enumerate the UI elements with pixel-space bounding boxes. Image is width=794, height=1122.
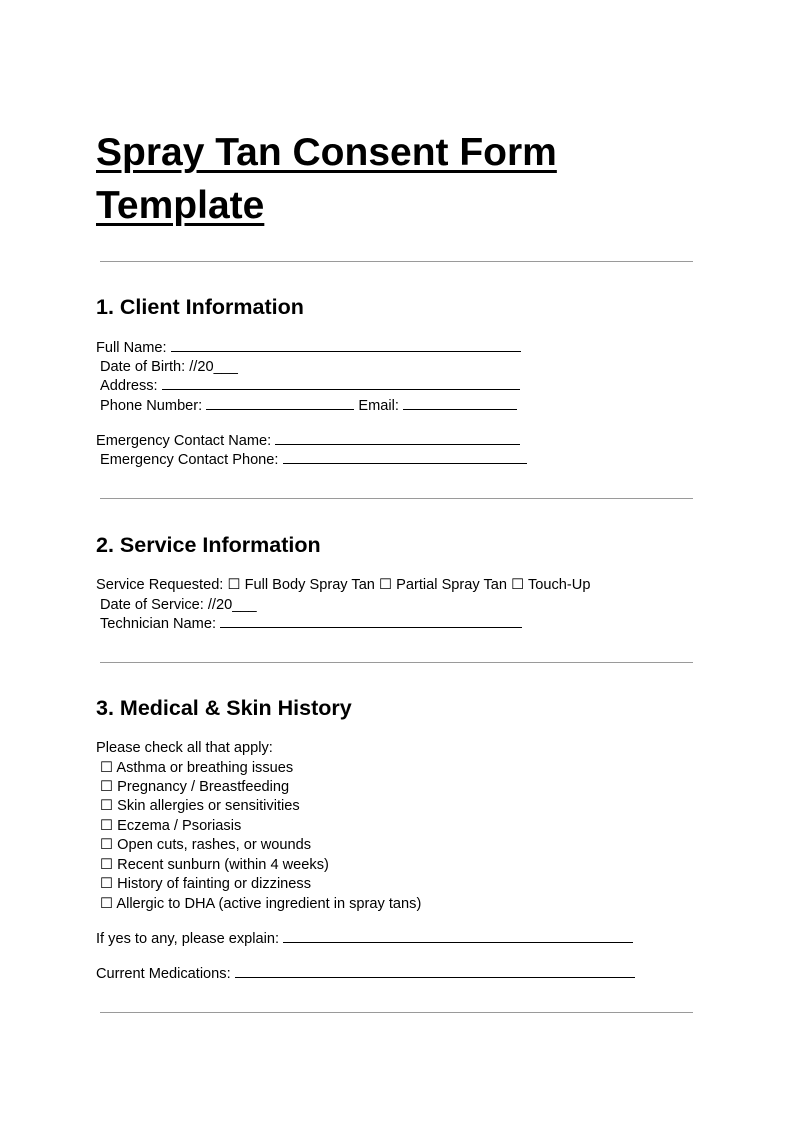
- full-name-field[interactable]: [171, 339, 521, 352]
- form-title: Spray Tan Consent Form Template: [96, 131, 557, 227]
- dob-label[interactable]: Date of Birth: //20___: [100, 359, 238, 375]
- medical-item-label: Recent sunburn (within 4 weeks): [117, 857, 329, 873]
- service-option-partial: Partial Spray Tan: [396, 577, 508, 593]
- email-field[interactable]: [403, 397, 517, 410]
- divider: [100, 1012, 693, 1013]
- list-item: [100, 778, 289, 797]
- medical-intro: Please check all that apply:: [96, 740, 273, 756]
- email-label: Email:: [358, 398, 399, 414]
- medications-row: [96, 965, 635, 984]
- technician-label: Technician Name:: [100, 616, 216, 632]
- list-item: [100, 856, 329, 875]
- checkbox-icon[interactable]: ☐: [100, 876, 114, 892]
- explain-label: If yes to any, please explain:: [96, 931, 280, 947]
- list-item: [100, 895, 421, 914]
- medical-item-label: History of fainting or dizziness: [117, 876, 312, 892]
- section-heading-medical: 3. Medical & Skin History: [96, 696, 352, 720]
- list-item: [100, 797, 300, 816]
- medical-item-label: Pregnancy / Breastfeeding: [117, 779, 290, 795]
- address-label: Address:: [100, 378, 158, 394]
- service-requested-row: [96, 576, 590, 595]
- checkbox-icon[interactable]: ☐: [100, 857, 114, 873]
- phone-field[interactable]: [206, 397, 354, 410]
- service-option-touch-up: Touch-Up: [527, 577, 591, 593]
- divider: [100, 498, 693, 499]
- technician-row: [100, 615, 522, 634]
- service-date-row: [100, 596, 257, 615]
- full-name-label: Full Name:: [96, 340, 167, 356]
- emergency-phone-field[interactable]: [283, 451, 527, 464]
- checkbox-icon[interactable]: ☐: [100, 779, 114, 795]
- section-heading-service: 2. Service Information: [96, 533, 321, 557]
- medications-field[interactable]: [235, 965, 635, 978]
- divider: [100, 662, 693, 663]
- service-option-full-body: Full Body Spray Tan: [244, 577, 375, 593]
- list-item: [100, 875, 311, 894]
- phone-label: Phone Number:: [100, 398, 203, 414]
- medical-item-label: Skin allergies or sensitivities: [117, 798, 300, 814]
- checkbox-icon[interactable]: ☐: [511, 577, 525, 593]
- emergency-name-label: Emergency Contact Name:: [96, 433, 272, 449]
- section-heading-client: 1. Client Information: [96, 295, 304, 319]
- explain-row: [96, 930, 633, 949]
- dob-row: [100, 358, 238, 377]
- technician-field[interactable]: [220, 615, 522, 628]
- checkbox-icon[interactable]: ☐: [227, 577, 241, 593]
- emergency-phone-label: Emergency Contact Phone:: [100, 452, 279, 468]
- address-field[interactable]: [162, 377, 520, 390]
- checkbox-icon[interactable]: ☐: [100, 798, 114, 814]
- checkbox-icon[interactable]: ☐: [100, 837, 114, 853]
- emergency-phone-row: [100, 451, 527, 470]
- emergency-name-row: [96, 432, 520, 451]
- list-item: [100, 836, 311, 855]
- medications-label: Current Medications:: [96, 966, 231, 982]
- address-row: [100, 377, 520, 396]
- medical-item-label: Eczema / Psoriasis: [117, 818, 242, 834]
- phone-email-row: [100, 397, 517, 416]
- medical-item-label: Allergic to DHA (active ingredient in spray tans): [116, 896, 422, 912]
- emergency-name-field[interactable]: [275, 432, 520, 445]
- checkbox-icon[interactable]: ☐: [100, 896, 114, 912]
- checkbox-icon[interactable]: ☐: [100, 760, 114, 776]
- explain-field[interactable]: [283, 930, 633, 943]
- service-date-label[interactable]: Date of Service: //20___: [100, 597, 257, 613]
- divider: [100, 261, 693, 262]
- checkbox-icon[interactable]: ☐: [379, 577, 393, 593]
- medical-item-label: Open cuts, rashes, or wounds: [117, 837, 312, 853]
- list-item: [100, 817, 241, 836]
- checkbox-icon[interactable]: ☐: [100, 818, 114, 834]
- list-item: [100, 759, 293, 778]
- medical-item-label: Asthma or breathing issues: [116, 760, 294, 776]
- service-requested-label: Service Requested:: [96, 577, 224, 593]
- full-name-row: [96, 339, 521, 358]
